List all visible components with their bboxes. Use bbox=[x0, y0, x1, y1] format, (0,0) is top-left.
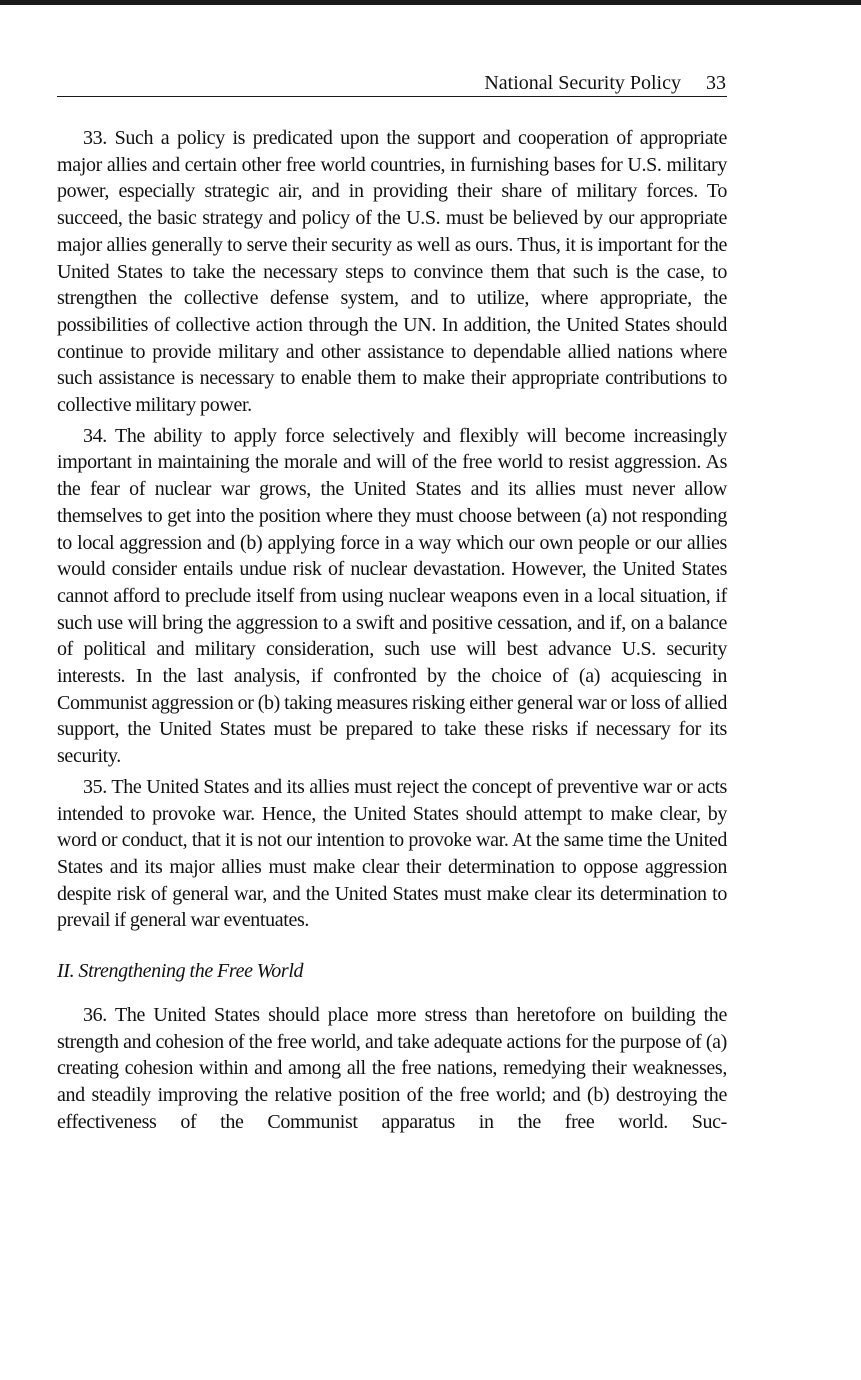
running-title: National Security Policy bbox=[484, 72, 681, 94]
running-header bbox=[57, 70, 727, 97]
section-heading: II. Strengthening the Free World bbox=[57, 960, 304, 983]
paragraph-33: 33. Such a policy is predicated upon the support and cooperation of appropriate major allies and certain other free world countries, in furnishing bases for U.S. military power, especially strategic air, and in providing their share of military forces. To succeed, the basic strategy and policy of the U.S. must be believed by our appropriate major allies generally to serve their security as well as ours. Thus, it is important for the United States to take the necessary steps to convince them that such is the case, to strengthen the collective defense system, and to utilize, where appropriate, the possibilities of collective action through the UN. In addition, the United States should continue to provide military and other assistance to dependable allied nations where such assistance is necessary to enable them to make their appropriate contributions to collective military power. bbox=[57, 127, 727, 417]
paragraph-35: 35. The United States and its allies must reject the concept of preventive war or acts intended to provoke war. Hence, the United States should attempt to make clear, by word or conduct, that it is not our intention to provoke war. At the same time the United States and its major allies must make clear their determination to oppose aggression despite risk of general war, and the United States must make clear its determination to prevail if general war eventuates. bbox=[57, 775, 727, 932]
paragraph-34: 34. The ability to apply force selectively and flexibly will become increasingly important in maintaining the morale and will of the free world to resist aggression. As the fear of nuclear war grows, the United States and its allies must never allow themselves to get into the position where they must choose between (a) not responding to local aggression and (b) applying force in a way which our own people or our allies would consider entails undue risk of nuclear devastation. However, the United States cannot afford to preclude itself from using nuclear weapons even in a local situation, if such use will bring the aggression to a swift and positive cessation, and if, on a balance of political and military consideration, such use will best advance U.S. security interests. In the last analysis, if confronted by the choice of (a) acquiescing in Communist aggression or (b) taking measures risking either general war or loss of allied support, the United States must be prepared to take these risks if necessary for its security. bbox=[57, 424, 727, 768]
paragraph-36: 36. The United States should place more stress than heretofore on building the strength and cohesion of the free world, and take adequate actions for the purpose of (a) creating cohesion within and among all the free nations, remedying their weaknesses, and steadily improving the relative position of the free world; and (b) destroying the effectiveness of the Communist apparatus in the free world. Suc- bbox=[57, 1003, 727, 1133]
page-number: 33 bbox=[706, 72, 726, 94]
page-top-edge bbox=[0, 0, 861, 5]
body-text bbox=[57, 125, 727, 1135]
